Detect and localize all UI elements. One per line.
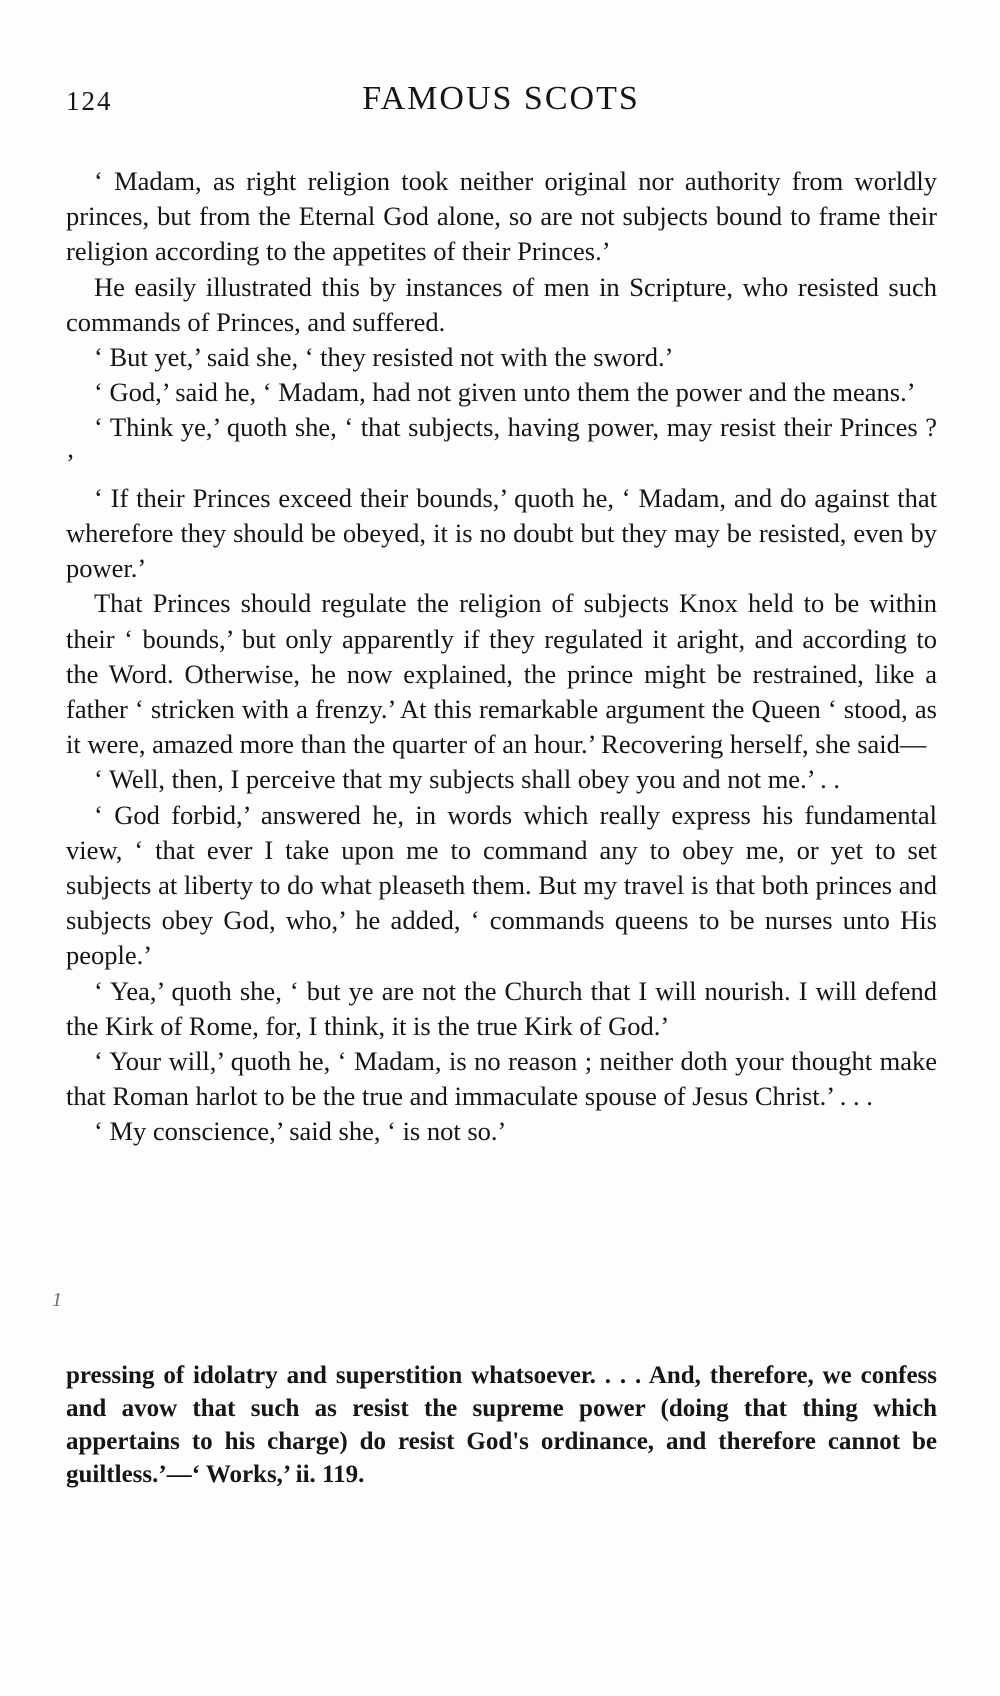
- running-head: FAMOUS SCOTS: [362, 80, 640, 117]
- paragraph: He easily illustrated this by instances of men in Scripture, who resisted such commands of Princes, and suffered.: [66, 271, 937, 337]
- paragraph: ‘ Think ye,’ quoth she, ‘ that subjects, having power, may resist their Princes ? ’: [66, 412, 937, 478]
- footnote-text: pressing of idolatry and superstition whatsoever. . . . And, therefore, we confess and avow that such as resist the supreme power (doing that thing which appertains to his charge) do resist God's ordinance, and therefore cannot be guiltless.’—‘ Works,’ ii. 119.: [66, 1362, 937, 1488]
- main-text: [66, 164, 937, 1150]
- paragraph: ‘ Yea,’ quoth she, ‘ but ye are not the Church that I will nourish. I will defend the Kirk of Rome, for, I think, it is the true Kirk of God.’: [66, 975, 937, 1041]
- paragraph: ‘ Well, then, I perceive that my subjects shall obey you and not me.’ . .: [94, 764, 841, 795]
- paragraph: ‘ If their Princes exceed their bounds,’ quoth he, ‘ Madam, and do against that wherefore they should be obeyed, it is no doubt but they may be resisted, even by power.’: [66, 482, 937, 584]
- paragraph: ‘ God,’ said he, ‘ Madam, had not given unto them the power and the means.’: [94, 377, 916, 408]
- margin-mark: 1: [52, 1289, 62, 1311]
- paragraph: ‘ Your will,’ quoth he, ‘ Madam, is no reason ; neither doth your thought make that Roman harlot to be the true and immaculate spouse of Jesus Christ.’ . . .: [66, 1046, 937, 1112]
- footnote: [66, 1359, 937, 1491]
- paragraph: ‘ God forbid,’ answered he, in words which really express his fundamental view, ‘ that ever I take upon me to command any to obey me, or yet to set subjects at liberty to do what pleaseth them. But my travel is that both princes and subjects obey God, who,’ he added, ‘ commands queens to be nurses unto His people.’: [66, 799, 937, 971]
- paragraph: ‘ Madam, as right religion took neither original nor authority from worldly princes, but from the Eternal God alone, so are not subjects bound to frame their religion according to the appetites of their Princes.’: [66, 166, 937, 267]
- page-number: 124: [66, 86, 113, 116]
- page-header: [66, 80, 936, 130]
- paragraph: ‘ My conscience,’ said she, ‘ is not so.’: [94, 1116, 507, 1147]
- paragraph: ‘ But yet,’ said she, ‘ they resisted not with the sword.’: [94, 342, 674, 373]
- paragraph: That Princes should regulate the religion of subjects Knox held to be within their ‘ bounds,’ but only apparently if they regulated it aright, and according to the Word. Otherwise, he now explained, the prince might be restrained, like a father ‘ stricken with a frenzy.’ At this remarkable argument the Queen ‘ stood, as it were, amazed more than the quarter of an hour.’ Recovering herself, she said—: [66, 588, 937, 760]
